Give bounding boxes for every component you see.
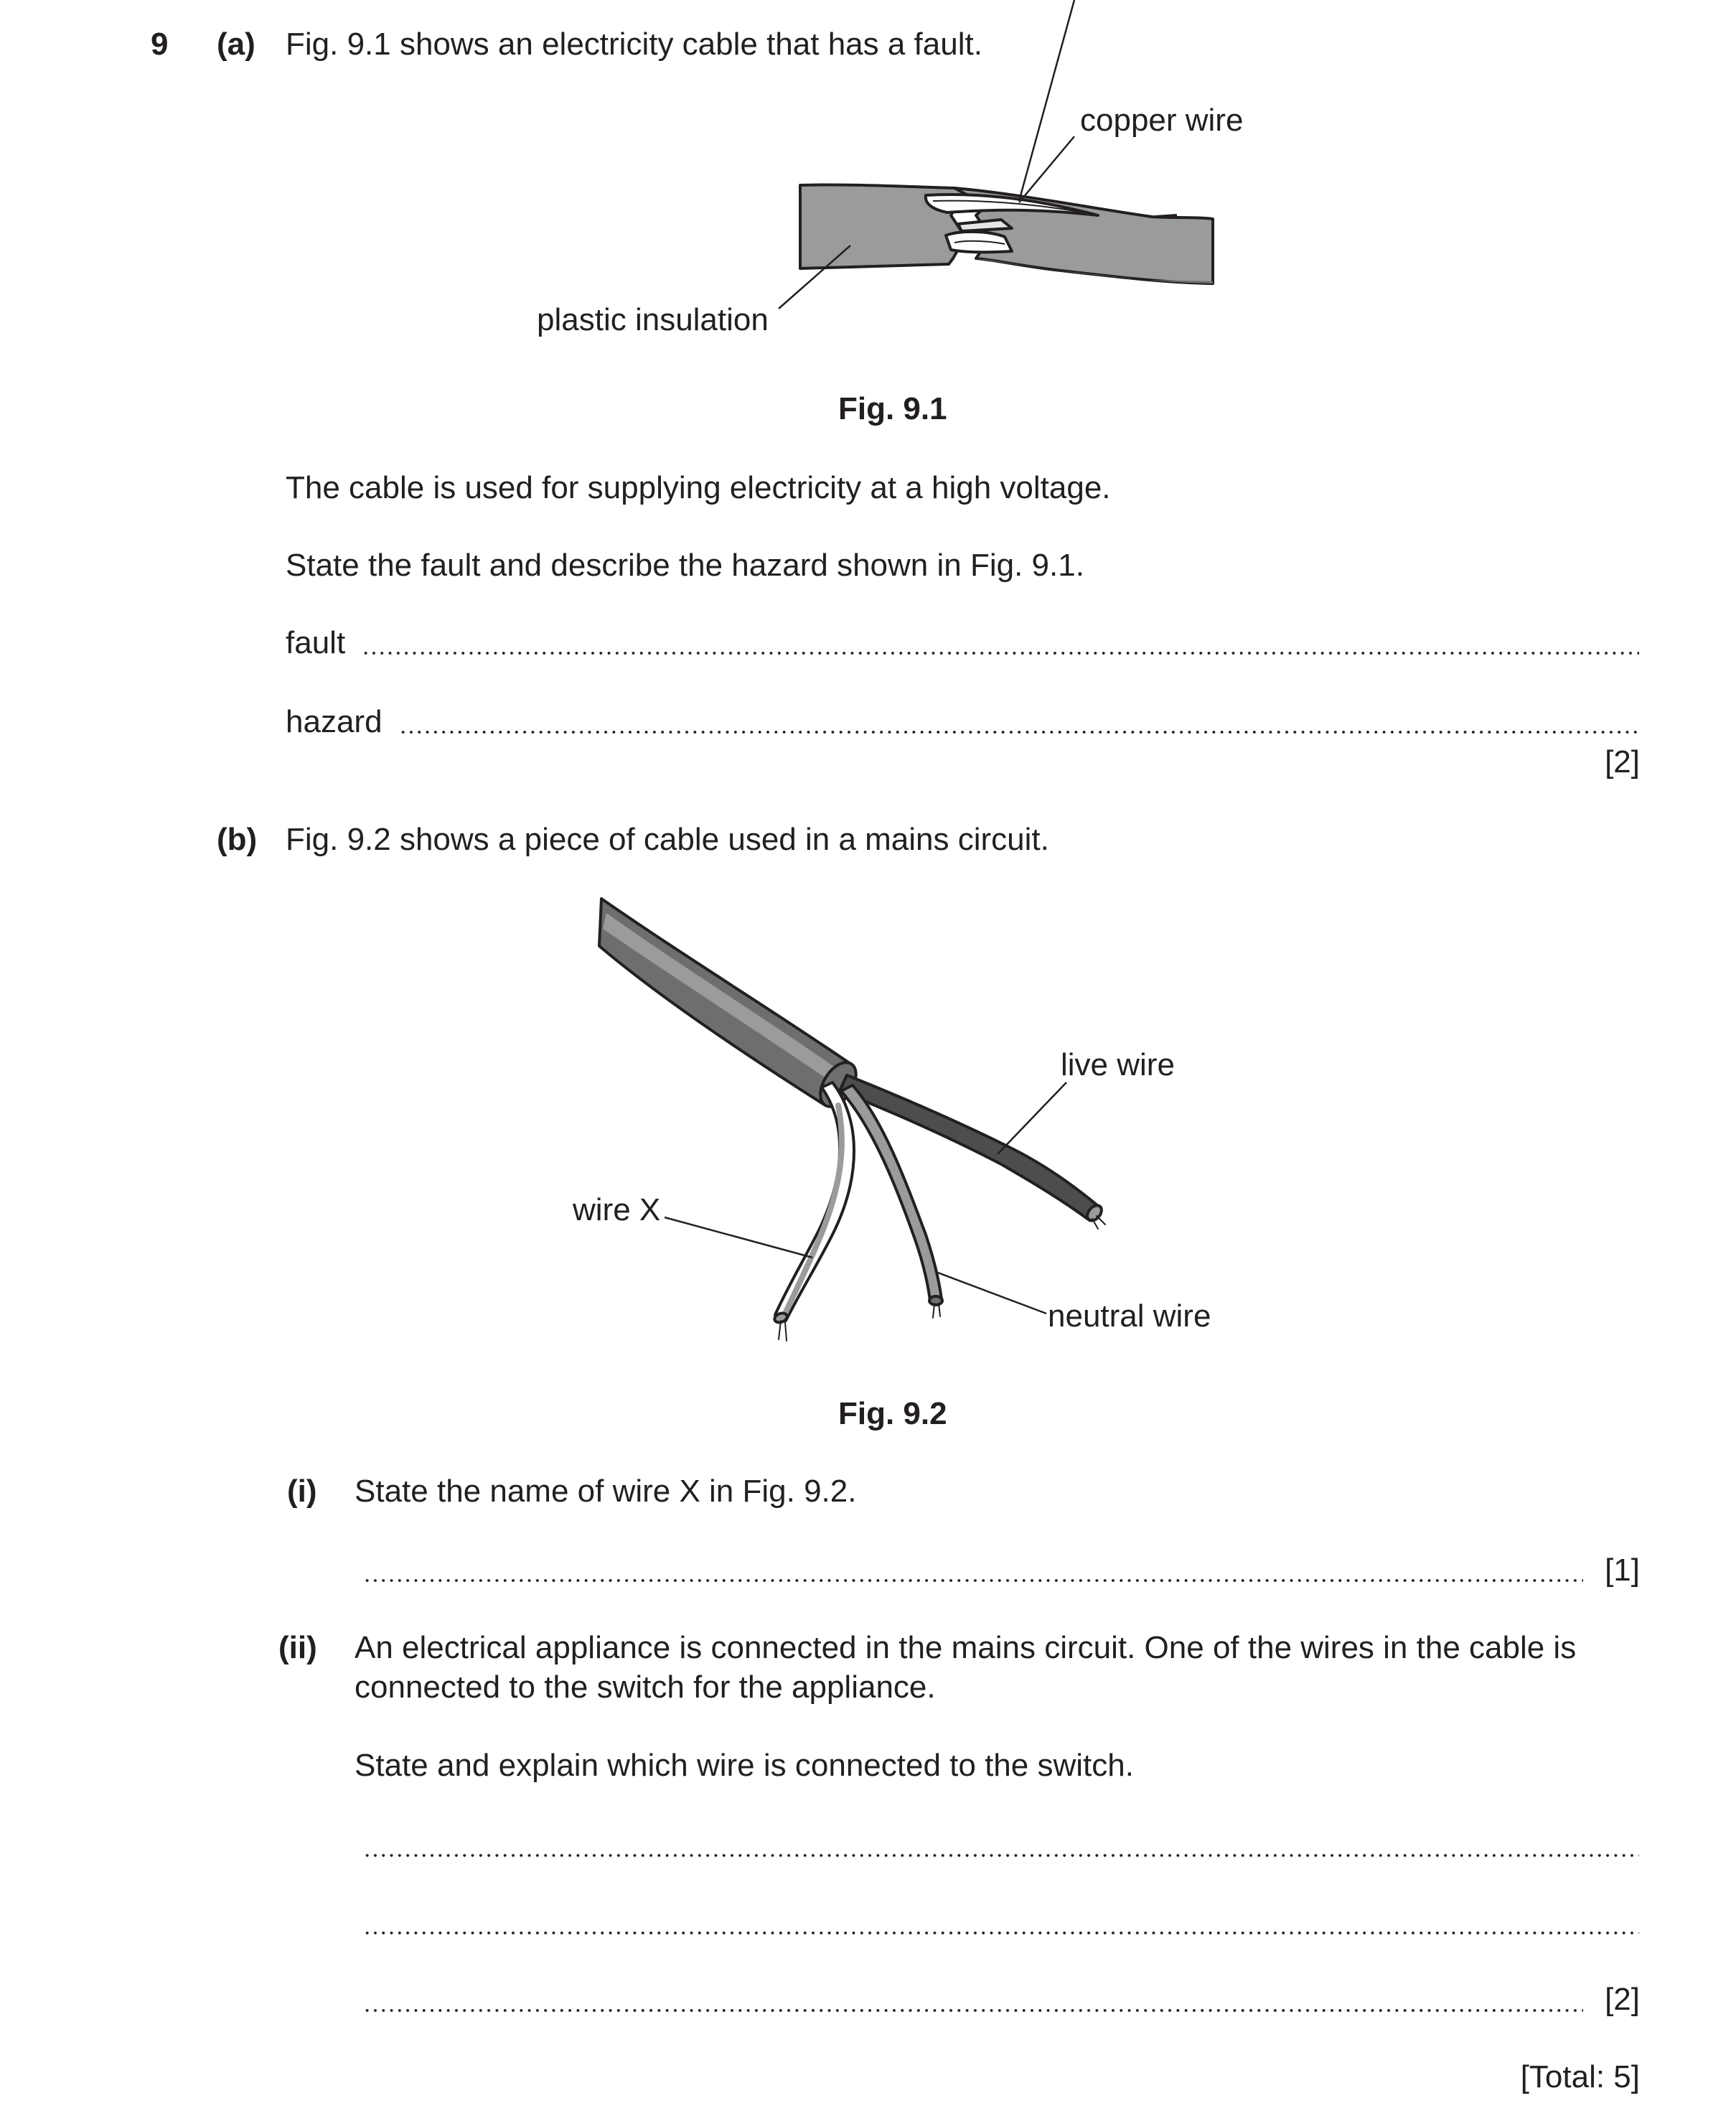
sub-i-answer-line[interactable]: [363, 1578, 1583, 1583]
sub-ii-label: (ii): [278, 1630, 317, 1665]
label-neutral-wire: neutral wire: [1048, 1298, 1211, 1334]
sub-ii-answer-line-3[interactable]: [363, 2008, 1583, 2013]
question-number: 9: [151, 27, 169, 62]
sub-ii-prompt: State and explain which wire is connected to the switch.: [355, 1748, 1134, 1783]
part-a-intro: Fig. 9.1 shows an electricity cable that has a fault.: [286, 27, 982, 62]
sub-i-marks: [1]: [1605, 1553, 1640, 1588]
part-a-line2: State the fault and describe the hazard shown in Fig. 9.1.: [286, 548, 1084, 583]
sub-i-label: (i): [287, 1474, 317, 1509]
figure-9-1-caption: Fig. 9.1: [838, 391, 947, 426]
part-a-line1: The cable is used for supplying electricity at a high voltage.: [286, 470, 1111, 505]
sub-ii-answer-line-1[interactable]: [363, 1853, 1639, 1858]
part-a-label: (a): [217, 27, 255, 62]
fault-label: fault: [286, 625, 346, 660]
label-live-wire: live wire: [1061, 1047, 1175, 1082]
sub-ii-answer-line-2[interactable]: [363, 1931, 1639, 1935]
part-a-marks: [2]: [1605, 744, 1640, 779]
question-total: [Total: 5]: [1520, 2059, 1640, 2094]
figure-9-2-caption: Fig. 9.2: [838, 1396, 947, 1431]
sub-ii-marks: [2]: [1605, 1982, 1640, 2017]
sub-ii-text-line1: An electrical appliance is connected in the mains circuit. One of the wires in the cable is: [355, 1630, 1577, 1665]
part-b-intro: Fig. 9.2 shows a piece of cable used in a mains circuit.: [286, 822, 1049, 857]
label-plastic-insulation: plastic insulation: [537, 302, 769, 337]
sub-ii-text-line2: connected to the switch for the appliance.: [355, 1670, 936, 1705]
label-wire-x: wire X: [573, 1192, 661, 1227]
hazard-label: hazard: [286, 704, 383, 739]
label-copper-wire: copper wire: [1080, 103, 1244, 138]
part-b-label: (b): [217, 822, 258, 857]
sub-i-text: State the name of wire X in Fig. 9.2.: [355, 1474, 857, 1509]
